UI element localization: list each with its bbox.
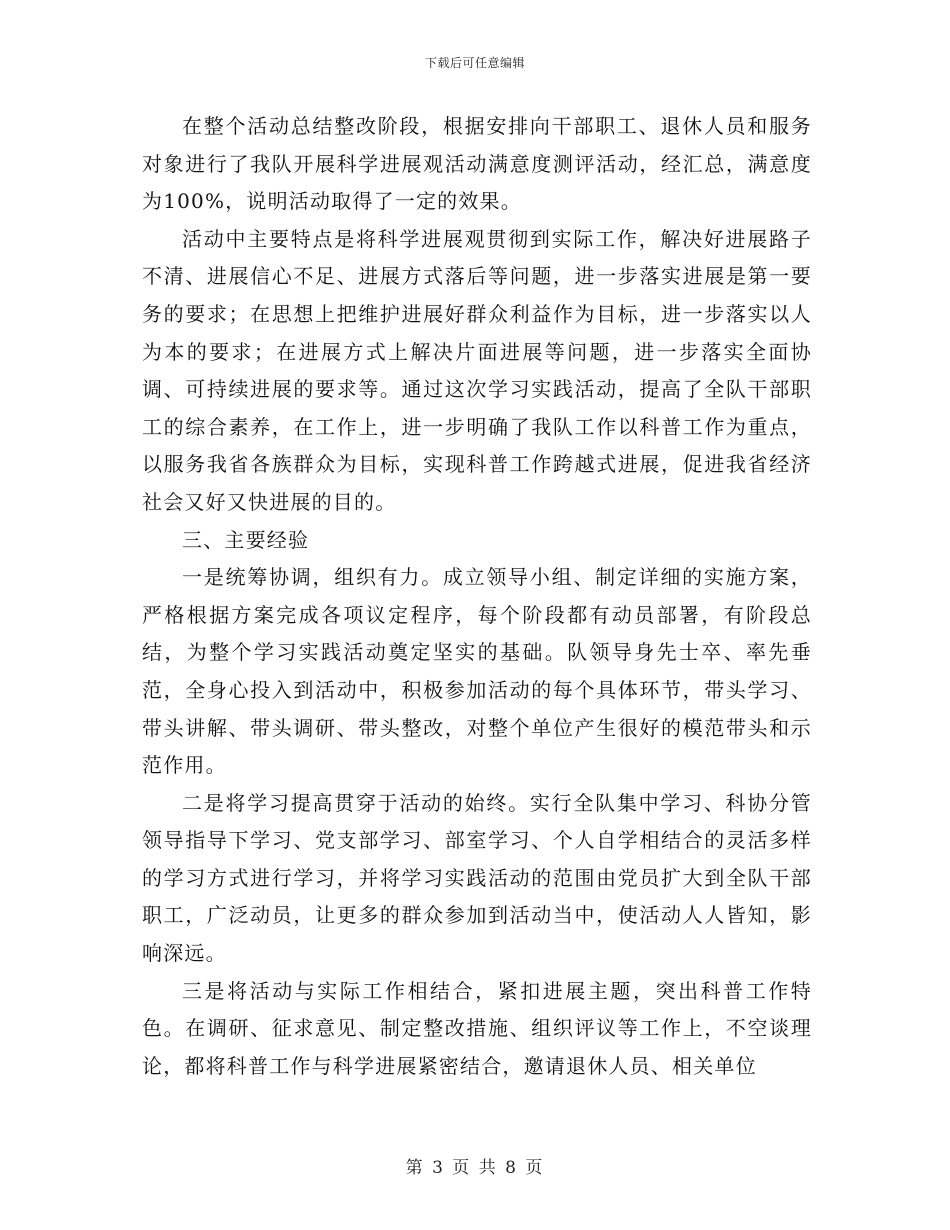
paragraph-satisfaction-survey: 在整个活动总结整改阶段，根据安排向干部职工、退休人员和服务对象进行了我队开展科学进展观活动满意度测评活动，经汇总，满意度为100%，说明活动取得了一定的效果。: [142, 114, 812, 214]
page-header: 下载后可任意编辑: [424, 56, 525, 70]
paragraph-experience-three: 三是将活动与实际工作相结合，紧扣进展主题，突出科普工作特色。在调研、征求意见、制定整改措施、组织评议等工作上，不空谈理论，都将科普工作与科学进展紧密结合，邀请退休人员、相关单位: [142, 978, 812, 1078]
section-heading-main-experience: 三、主要经验: [182, 527, 310, 552]
paragraph-main-features: 活动中主要特点是将科学进展观贯彻到实际工作，解决好进展路子不清、进展信心不足、进展方式落后等问题，进一步落实进展是第一要务的要求；在思想上把维护进展好群众利益作为目标，进一步落实以人为本的要求；在进展方式上解决片面进展等问题，进一步落实全面协调、可持续进展的要求等。通过这次学习实践活动，提高了全队干部职工的综合素养，在工作上，进一步明确了我队工作以科普工作为重点，以服务我省各族群众为目标，实现科普工作跨越式进展，促进我省经济社会又好又快进展的目的。: [142, 226, 812, 514]
paragraph-experience-one: 一是统筹协调，组织有力。成立领导小组、制定详细的实施方案，严格根据方案完成各项议定程序，每个阶段都有动员部署，有阶段总结，为整个学习实践活动奠定坚实的基础。队领导身先士卒、率先垂范，全身心投入到活动中，积极参加活动的每个具体环节，带头学习、带头讲解、带头调研、带头整改，对整个单位产生很好的模范带头和示范作用。: [142, 565, 812, 778]
paragraph-experience-two: 二是将学习提高贯穿于活动的始终。实行全队集中学习、科协分管领导指导下学习、党支部学习、部室学习、个人自学相结合的灵活多样的学习方式进行学习，并将学习实践活动的范围由党员扩大到全队干部职工，广泛动员，让更多的群众参加到活动当中，使活动人人皆知，影响深远。: [142, 790, 812, 966]
document-body: [142, 108, 812, 1085]
page-footer: 第 3 页 共 8 页: [405, 1158, 545, 1178]
